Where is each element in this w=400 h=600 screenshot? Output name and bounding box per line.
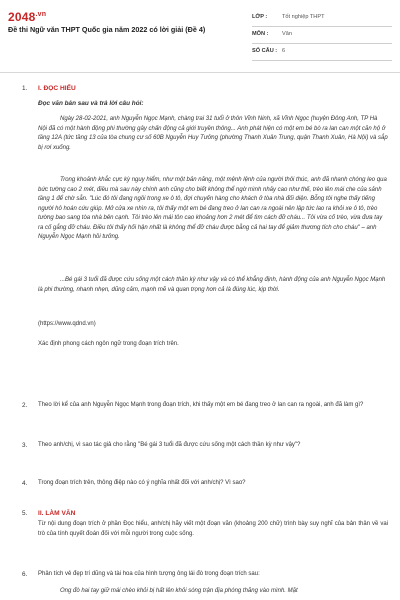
question-text: Trong đoạn trích trên, thông điệp nào có ý nghĩa nhất đối với anh/chị? Vì sao?: [38, 480, 246, 486]
exam-info: [252, 10, 392, 61]
section-heading-writing: II. LÀM VĂN: [38, 510, 76, 517]
question-number: 1.: [22, 85, 28, 92]
info-row-class: [252, 10, 392, 27]
info-value: 6: [282, 48, 286, 54]
passage-source: (https://www.qdnd.vn): [38, 321, 96, 327]
question-number: 6.: [22, 571, 28, 578]
logo-suffix: .vn: [35, 11, 47, 18]
excerpt-text: Ông đò hai tay giữ mái chèo khỏi bị hất lên khỏi sóng trận địa phóng thẳng vào mình. Mặt: [60, 588, 298, 594]
passage-paragraph-3: ...Bé gái 3 tuổi đã được cứu sống một cách thần kỳ như vậy và có thể khẳng định, hành động của anh Nguyễn Ngọc Mạnh là phi thường, nhanh nhẹn, dũng cảm, mạnh mẽ và quan trọng hơn cả là đúng lúc, kịp thời.: [38, 277, 386, 293]
passage-paragraph-1: Ngày 28-02-2021, anh Nguyễn Ngọc Mạnh, chàng trai 31 tuổi ở thôn Vĩnh Ninh, xã Vĩnh Ngọc (huyện Đông Anh, TP Hà Nội đã có một hành động phi thường gây chấn động cả giới truyền thông... Anh phát hiện có một em bé bò ra lan can một căn hộ ở tầng 12A (tức tầng 13 của tòa chung cư số 60B Nguyễn Huy Tưởng (phường Thanh Xuân Trung, quận Thanh Xuân, Hà Nội) và sắp bị rơi xuống.: [38, 116, 388, 151]
logo-text: 2048: [8, 10, 36, 24]
info-value: Văn: [282, 31, 292, 37]
header: [0, 0, 400, 72]
question-text: Phân tích vẻ đẹp trí dũng và tài hoa của hình tượng ông lái đò trong đoạn trích sau:: [38, 571, 260, 577]
info-row-subject: [252, 27, 392, 44]
question-number: 4.: [22, 480, 28, 487]
info-row-count: [252, 44, 392, 61]
question-number: 5.: [22, 510, 28, 517]
passage-paragraph-2: Trong khoảnh khắc cực kỳ nguy hiểm, như một bản năng, một mệnh lệnh của người thôi thúc, anh đã nhanh chóng leo qua bức tường cao 2 mét, điều mà sau này chính anh cũng cho biết không thể ngờ mình nhảy cao như thế, trèo lên mái che của sảnh tầng 1 để chờ sẵn. "Lúc đó tôi đang ngồi trong xe ô tô, đợi chuyến hàng cho khách ở tòa nhà đối diện. Bỗng tôi nghe thấy tiếng người hô hoán cứu giúp. Mở cửa xe nhìn ra, tôi thấy một em bé đang treo ở lan can ra ngoài nên lập tức lao ra khỏi xe ô tô, trèo tường bao sang tòa nhà bên cạnh. Tôi trèo lên mái tôn cao khoảng hơn 2 mét để tìm cách đỡ cháu... Tôi vừa cố trèo, vừa đưa tay ra cố gắng đỡ cháu. Điều tôi thấy hối hận nhất là không thể đỡ cháu được bằng cả hai tay để giảm thương tích cho cháu" – anh Nguyễn Ngọc Mạnh hồi tưởng.: [38, 177, 387, 240]
section-heading-reading: I. ĐỌC HIỂU: [38, 85, 76, 92]
info-key: MÔN :: [252, 31, 269, 37]
site-logo[interactable]: [8, 10, 46, 24]
header-divider: [0, 72, 400, 73]
question-number: 2.: [22, 402, 28, 409]
info-value: Tốt nghiệp THPT: [282, 14, 325, 20]
page-title: Đề thi Ngữ văn THPT Quốc gia năm 2022 có lời giải (Đề 4): [8, 25, 206, 34]
question-number: 3.: [22, 442, 28, 449]
question-text: Theo lời kể của anh Nguyễn Ngọc Mạnh trong đoạn trích, khi thấy một em bé đang treo ở lan can ra ngoài, anh đã làm gì?: [38, 402, 364, 408]
reading-instruction: Đọc văn bản sau và trả lời câu hỏi:: [38, 100, 144, 107]
info-key: SỐ CÂU :: [252, 48, 278, 54]
info-key: LỚP :: [252, 14, 268, 20]
question-text: Xác định phong cách ngôn ngữ trong đoạn trích trên.: [38, 341, 179, 347]
question-text: Từ nội dung đoạn trích ở phần Đọc hiểu, anh/chị hãy viết một đoạn văn (khoảng 200 chữ) trình bày suy nghĩ của bản thân về vai trò của tính quyết đoán đối với mỗi người trong cuộc sống.: [38, 521, 388, 537]
question-text: Theo anh/chị, vì sao tác giả cho rằng "Bé gái 3 tuổi đã được cứu sống một cách thần kỳ như vậy"?: [38, 442, 301, 448]
